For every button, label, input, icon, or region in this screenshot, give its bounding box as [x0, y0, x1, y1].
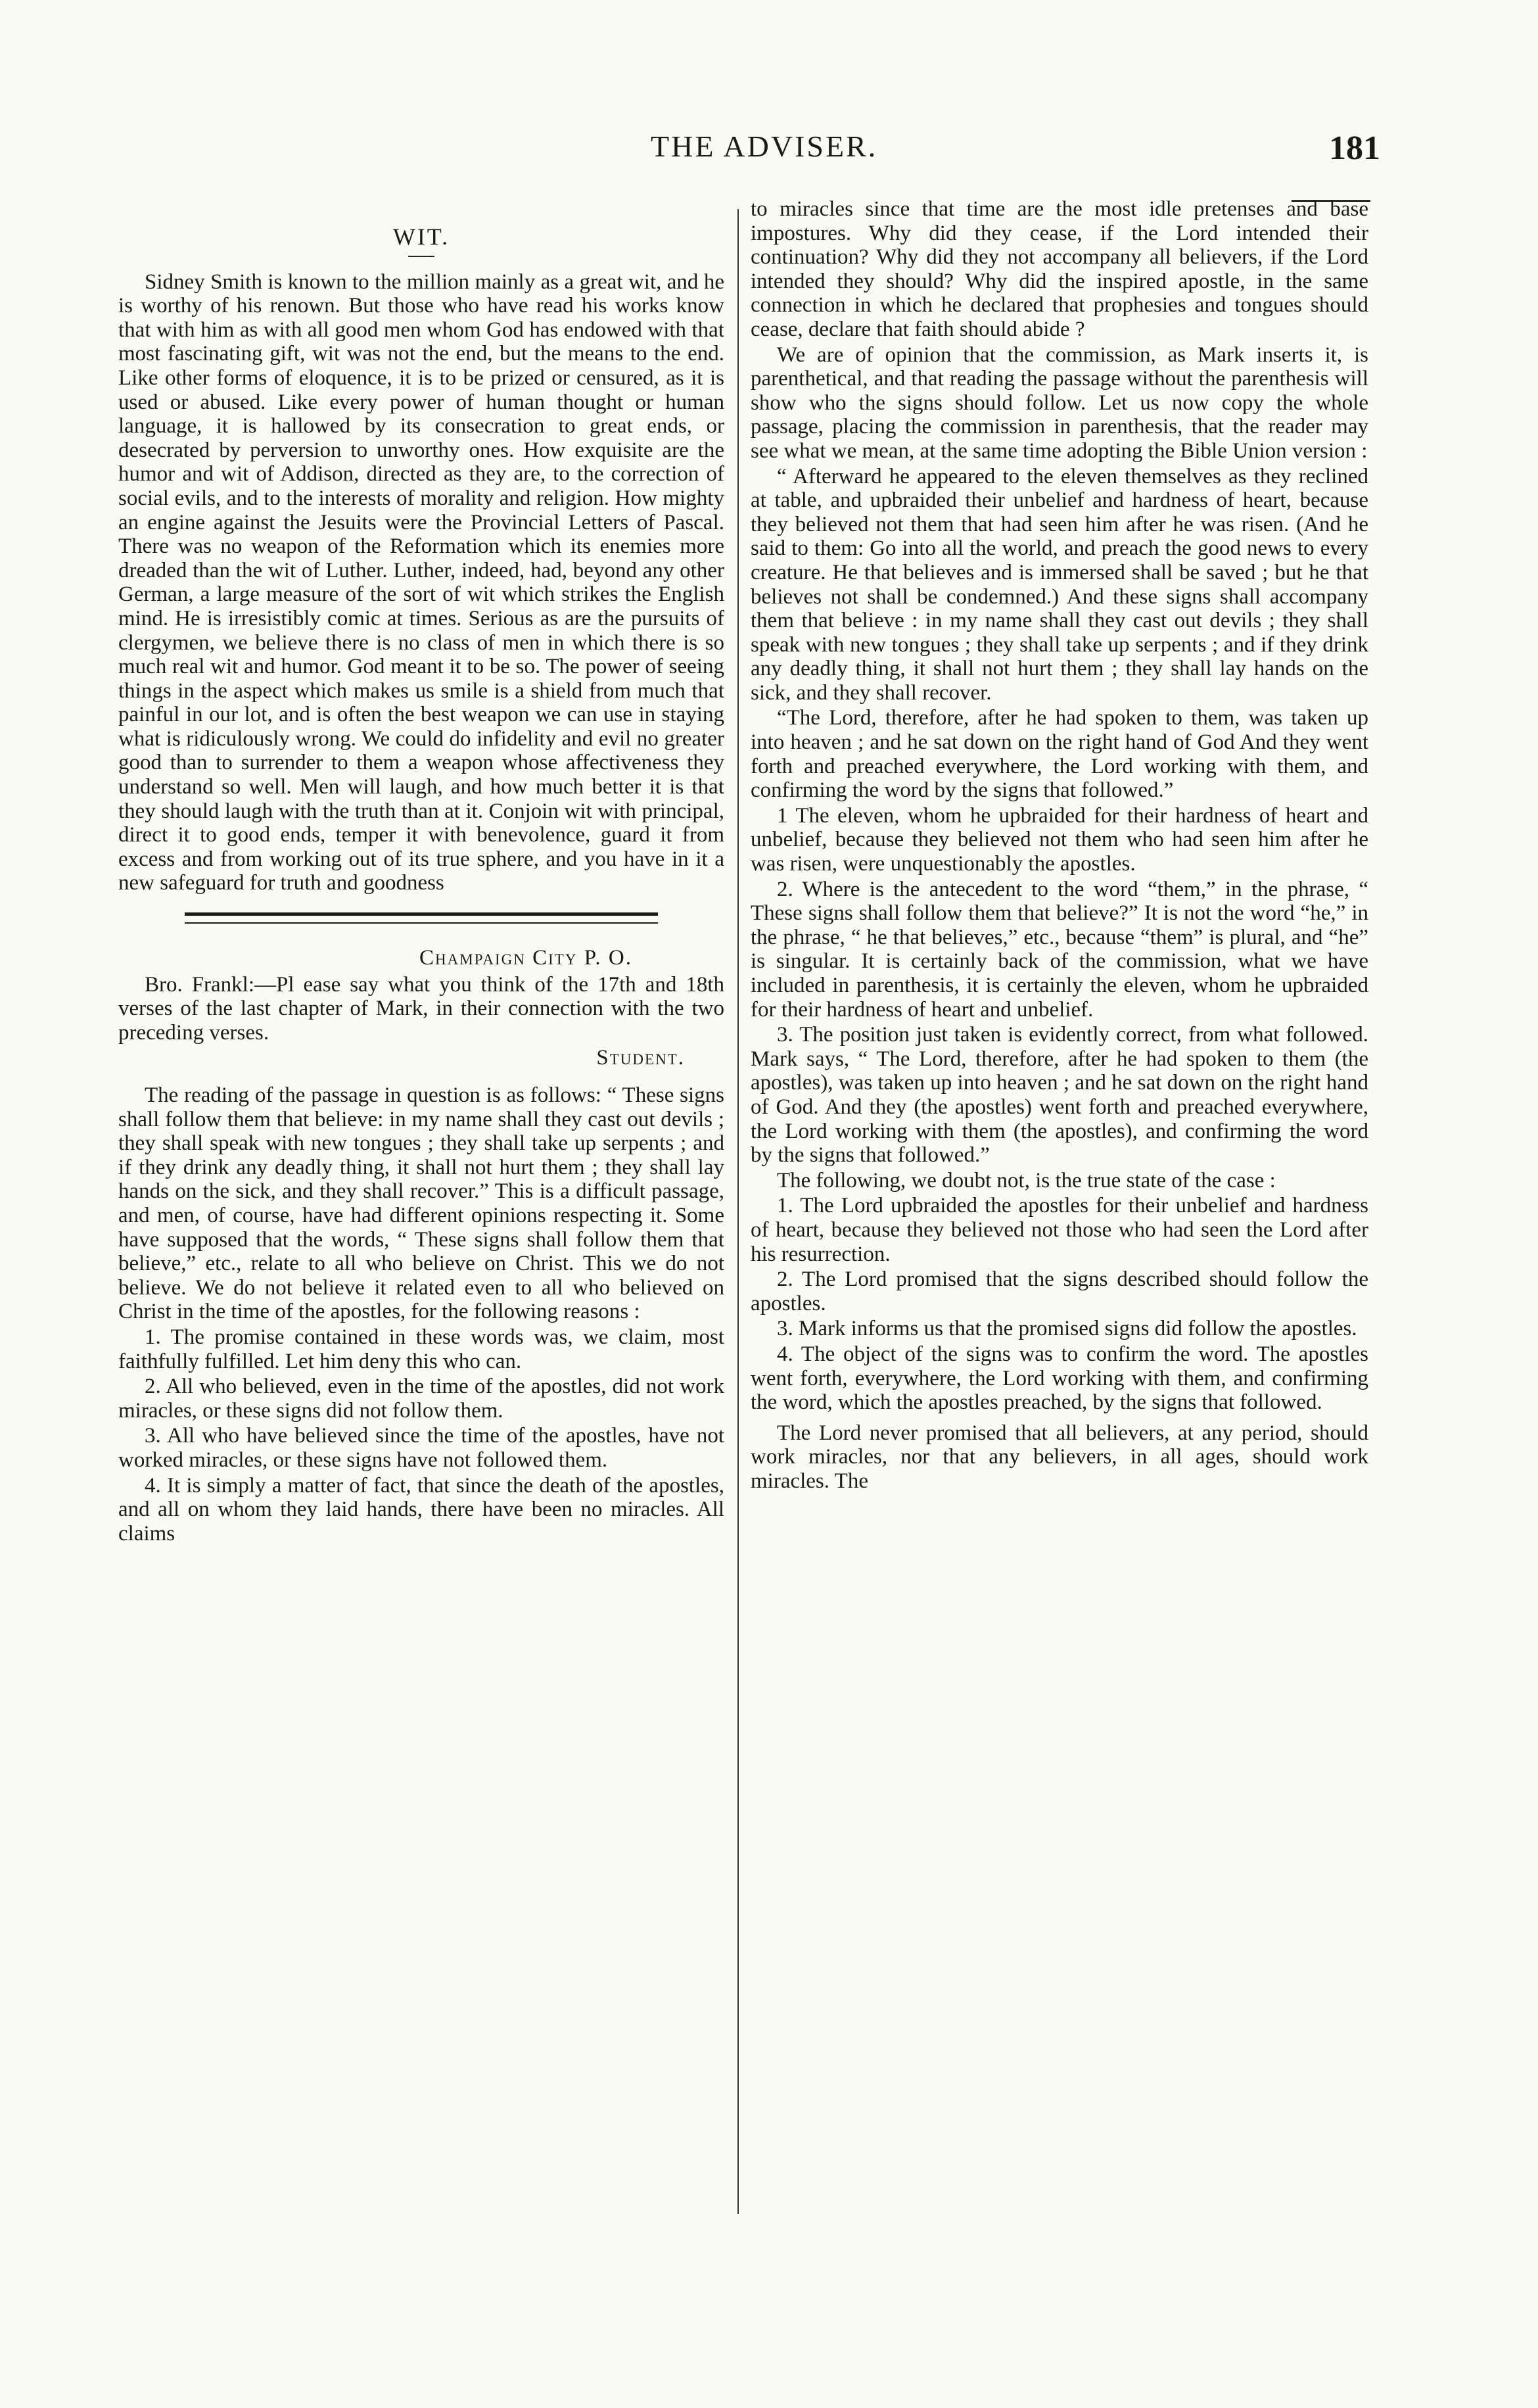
reason-item: 3. All who have believed since the time of the apostles, have not worked miracles, or these signs have not followed them.: [118, 1424, 724, 1472]
continuation-paragraph: to miracles since that time are the most idle pretenses and base impostures. Why did they cease, if the Lord intended their continuation? Why did they not accompany all believers, if the Lord intended they should? Why did the inspired apostle, in the same connection in which he declared that prophesies and tongues should cease, declare that faith should abide ?: [751, 197, 1368, 341]
true-state-intro: The following, we doubt not, is the true state of the case :: [777, 1168, 1276, 1192]
wit-paragraph: Sidney Smith is known to the million mainly as a great wit, and he is worthy of his renown. But those who have read his works know that with him as with all good men whom God has endowed with that most fascinating gift, wit was not the end, but the means to the end. Like other forms of eloquence, it is to be prized or censured, as it is used or abused. Like every power of human thought or human language, it is hallowed by its consecration to great ends, or desecrated by perversion to unworthy ones. How exquisite are the humor and wit of Addison, directed as they are, to the correction of social evils, and to the interests of morality and religion. How mighty an engine against the Jesuits were the Provincial Letters of Pascal. There was no weapon of the Reformation which its enemies more dreaded than the wit of Luther. Luther, indeed, had, beyond any other German, a large measure of the sort of wit which strikes the English mind. He is irresistibly comic at times. Serious as are the pursuits of clergymen, we believe there is no class of men in which there is so much real wit and humor. God meant it to be so. The power of seeing things in the aspect which makes us smile is a shield from much that painful in our lot, and is often the best weapon we can use in staying what is ridiculously wrong. We could do infidelity and evil no greater good than to surrender to them a weapon whose affectiveness they understand so well. Men will laugh, and how much better it is that they should laugh with the truth than at it. Conjoin wit with principal, direct it to good ends, temper it with benevolence, guard it from excess and from working out of its true sphere, and you have in it a new safeguard for truth and goodness: [118, 270, 724, 895]
scripture-quote: “ Afterward he appeared to the eleven themselves as they reclined at table, and upbraided their unbelief and hardness of heart, because they believed not them that had seen him after he was risen. (And he said to them: Go into all the world, and preach the good news to every creature. He that believes and is immersed shall be saved ; but he that believes not shall be condemned.) And these signs shall accompany them that believe : in my name shall they cast out devils ; they shall speak with new tongues ; they shall take up serpents ; and if they drink any deadly thing, it shall not hurt them ; they shall lay hands on the sick, and they shall recover.: [751, 464, 1368, 705]
scripture-quote: “The Lord, therefore, after he had spoken to them, was taken up into heaven ; and he sat down on the right hand of God And they went forth and preached everywhere, the Lord working with them, and confirming the word by the signs that followed.”: [751, 706, 1368, 803]
letter-signature: Student.: [596, 1046, 685, 1070]
reason-item: 2. All who believed, even in the time of the apostles, did not work miracles, or these signs did not follow them.: [118, 1375, 724, 1423]
running-title: THE ADVISER.: [651, 130, 878, 163]
reply-paragraph: The reading of the passage in question is as follows: “ These signs shall follow them that believe: in my name shall they cast out devils ; they shall speak with new tongues ; they shall take up serpents ; and if they drink any deadly thing, it shall not hurt them ; they shall lay hands on the sick, and they shall recover.” This is a difficult passage, and men, of course, have had different opinions respecting it. Some have supposed that the words, “ These signs shall follow them that believe,” etc., relate to all who believe on Christ. This we do not believe. We do not believe it related even to all who believed on Christ in the time of the apostles, for the following reasons :: [118, 1083, 724, 1324]
section-divider-rule: [185, 912, 658, 924]
page-header: [0, 129, 1538, 181]
state-item: 3. Mark informs us that the promised signs did follow the apostles.: [777, 1317, 1357, 1341]
reason-item: 1. The promise contained in these words was, we claim, most faithfully fulfilled. Let him deny this who can.: [118, 1325, 724, 1373]
state-item: 4. The object of the signs was to confirm the word. The apostles went forth, everywhere, the Lord working with them, and confirming the word, which the apostles preached, by the signs that followed.: [751, 1342, 1368, 1415]
argument-point: 1 The eleven, whom he upbraided for their hardness of heart and unbelief, because they believed not them who had seen him after he was risen, were unquestionably the apostles.: [751, 803, 1368, 876]
letter-text: Bro. Frankl:—Pl ease say what you think of the 17th and 18th verses of the last chapter of Mark, in their connection with the two preceding verses.: [118, 972, 724, 1045]
closing-paragraph: The Lord never promised that all believers, at any period, should work miracles, nor that any believers, in all ages, should work miracles. The: [751, 1421, 1368, 1493]
page-number: 181: [1329, 130, 1380, 167]
reason-item: 4. It is simply a matter of fact, that since the death of the apostles, and all on whom they laid hands, there have been no miracles. All claims: [118, 1473, 724, 1546]
opinion-paragraph: We are of opinion that the commission, as Mark inserts it, is parenthetical, and that reading the passage without the parenthesis will show who the signs should follow. Let us now copy the whole passage, placing the commission in parenthesis, that the reader may see what we mean, at the same time adopting the Bible Union version :: [751, 342, 1368, 463]
column-divider: [737, 209, 739, 2214]
argument-point: 3. The position just taken is evidently correct, from what followed. Mark says, “ The Lord, therefore, after he had spoken to them (the apostles), was taken up into heaven ; and he sat down on the right hand of God. And they (the apostles) went forth and preached everywhere, the Lord working with them (the apostles), and confirming the word by the signs that followed.”: [751, 1023, 1368, 1168]
article-title-wit: WIT.: [392, 224, 450, 250]
letter-dateline: Champaign City P. O.: [419, 946, 632, 970]
argument-point: 2. Where is the antecedent to the word “them,” in the phrase, “ These signs shall follow them that believe?” It is not the word “he,” in the phrase, “ he that believes,” etc., because “them” is plural, and “he” is singular. It is certainly back of the commission, what we have included in parenthesis, it is certainly the eleven, whom he upbraided for their hardness of heart and unbelief.: [751, 877, 1368, 1022]
right-column: [751, 197, 1368, 1494]
title-dash: [408, 256, 434, 257]
state-item: 2. The Lord promised that the signs described should follow the apostles.: [751, 1267, 1368, 1315]
state-item: 1. The Lord upbraided the apostles for their unbelief and hardness of heart, because they believed not those who had seen the Lord after his resurrection.: [751, 1194, 1368, 1266]
left-column: [118, 210, 724, 1547]
